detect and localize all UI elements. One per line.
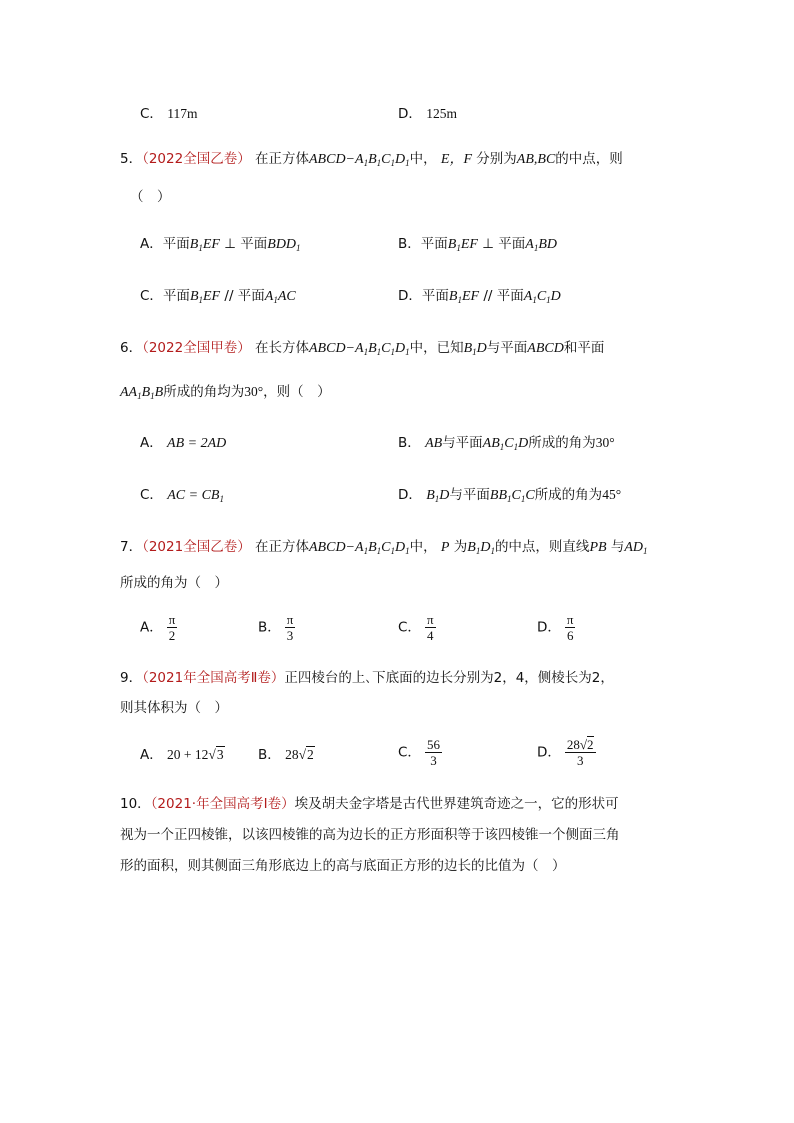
option-label: D． <box>398 106 422 122</box>
question-10-stem-line3: 形的面积，则其侧面三角形底边上的高与底面正方形的边长的比值为（ ） <box>120 858 566 874</box>
q6-option-c: C． AC = $CB_1$ <box>140 487 224 504</box>
option-label: A． <box>140 619 163 636</box>
question-source: （2021·年全国高考Ⅰ卷） <box>150 796 295 812</box>
points-ef: E，F <box>440 152 472 167</box>
question-9-stem-line2: 则其体积为（ ） <box>120 700 228 716</box>
stem-text: 中，已知 <box>409 340 464 356</box>
q4-option-c <box>140 102 197 122</box>
option-text: 125m <box>426 106 457 121</box>
option-label: C． <box>140 288 163 304</box>
option-label: A． <box>140 747 163 763</box>
option-text: 平面 <box>162 288 190 304</box>
fraction: $\frac{\pi}{6}$ <box>566 612 574 643</box>
option-label: B． <box>398 236 421 252</box>
question-number: 10． <box>120 796 151 812</box>
solid-name: $ABCD-A_1B_1C_1D_1$ <box>309 341 410 357</box>
stem-text: 为 <box>453 539 468 555</box>
option-label: A． <box>140 236 163 252</box>
stem-text: 在正方体 <box>255 539 309 555</box>
question-source: （2021全国乙卷） <box>142 539 251 555</box>
option-label: C． <box>398 619 421 636</box>
stem-text: 中， <box>409 151 437 167</box>
stem-text: 的中点，则直线 <box>494 539 590 555</box>
option-label: B． <box>258 619 281 636</box>
point-p: P <box>440 540 450 555</box>
question-number: 7． <box>120 539 143 555</box>
q6-option-b: B． AB与平面$AB_1C_1D$所成的角为30° <box>398 435 615 452</box>
stem-text: 在正方体 <box>255 151 309 167</box>
fraction: $\frac{\pi}{3}$ <box>286 612 294 643</box>
option-text: 平面 <box>420 236 448 252</box>
fraction: $\frac{\pi}{4}$ <box>426 612 434 643</box>
q9-option-d <box>537 737 596 768</box>
stem-text: 与平面 <box>486 340 528 356</box>
q5-option-c: C．平面$B_1EF$ // 平面$A_1AC$ <box>140 288 296 305</box>
question-number: 6． <box>120 340 143 356</box>
solid-name: $ABCD-A_1B_1C_1D_1$ <box>309 152 410 168</box>
line-pb: PB <box>589 540 607 555</box>
question-6-stem: 6．（2022全国甲卷） 在长方体$ABCD-A_1B_1C_1D_1$中，已知$B_1D$与平面ABCD和平面 <box>120 340 605 357</box>
option-label: B． <box>258 747 281 763</box>
q7-option-d <box>537 612 575 643</box>
q5-option-b: B．平面$B_1EF$ ⊥ 平面$A_1BD$ <box>398 236 558 253</box>
q5-option-d: D．平面$B_1EF$ // 平面$A_1C_1D$ <box>398 288 561 305</box>
option-text: 117m <box>167 106 198 121</box>
stem-text: 埃及胡夫金字塔是古代世界建筑奇迹之一，它的形状可 <box>294 796 619 812</box>
fraction: $\frac{56}{3}$ <box>426 737 440 768</box>
option-label: A． <box>140 435 163 451</box>
angle-value: 30° <box>244 384 264 399</box>
stem-text: 所成的角均为 <box>163 384 245 400</box>
fraction: $\frac{\pi}{2}$ <box>168 612 176 643</box>
q7-option-b <box>258 612 295 643</box>
question-10-stem <box>120 792 619 812</box>
question-7-stem-line2: 所成的角为（ ） <box>120 575 228 591</box>
question-source: （2021年全国高考Ⅱ卷） <box>142 670 285 686</box>
stem-text: 中， <box>409 539 437 555</box>
stem-text: 和平面 <box>563 340 605 356</box>
option-text: 平面 <box>162 236 190 252</box>
option-label: C． <box>140 487 163 503</box>
question-number: 5． <box>120 151 143 167</box>
radical-expression: 20 + 12√3 <box>167 747 224 762</box>
stem-text: 与 <box>610 539 625 555</box>
option-text: 平面 <box>421 288 449 304</box>
segments: AB,BC <box>516 152 556 167</box>
q9-option-b <box>258 743 315 763</box>
stem-text: 在长方体 <box>255 340 309 356</box>
q9-option-a <box>140 743 225 763</box>
option-label: C． <box>398 744 421 761</box>
q4-option-d <box>398 102 457 122</box>
option-label: D． <box>537 619 561 636</box>
stem-text: 分别为 <box>476 151 517 167</box>
question-5-stem <box>120 147 623 168</box>
option-label: D． <box>537 744 561 761</box>
question-number: 9． <box>120 670 143 686</box>
option-text: AB = 2AD <box>167 436 227 451</box>
stem-text: 正四棱台的上､下底面的边长分别为2，4，侧棱长为2， <box>284 670 614 686</box>
question-6-stem-line2: $AA_1B_1B$所成的角均为30°，则（ ） <box>120 384 331 401</box>
plane-name: ABCD <box>527 341 564 356</box>
question-9-stem <box>120 666 614 686</box>
q7-option-c <box>398 612 436 643</box>
stem-text: 的中点，则 <box>555 151 623 167</box>
option-label: D． <box>398 487 422 503</box>
stem-text: ，则（ ） <box>263 384 331 400</box>
fraction: $\frac{28√2}{3}$ <box>566 737 594 768</box>
question-10-stem-line2: 视为一个正四棱锥，以该四棱锥的高为边长的正方形面积等于该四棱锥一个侧面三角 <box>120 827 620 843</box>
option-label: D． <box>398 288 422 304</box>
question-7-stem: 7．（2021全国乙卷） 在正方体$ABCD-A_1B_1C_1D_1$中， P 为$B_1D_1$的中点，则直线PB 与$AD_1$ <box>120 539 648 556</box>
solid-name: $ABCD-A_1B_1C_1D_1$ <box>309 540 410 556</box>
question-5-paren: （ ） <box>130 189 171 205</box>
option-label: B． <box>398 435 421 451</box>
q7-option-a <box>140 612 177 643</box>
question-source: （2022全国甲卷） <box>142 340 251 356</box>
q6-option-a <box>140 431 226 452</box>
question-source: （2022全国乙卷） <box>142 151 251 167</box>
radical-expression: 28√2 <box>285 747 314 762</box>
option-label: C． <box>140 106 163 122</box>
q5-option-a: A．平面$B_1EF$ ⊥ 平面$BDD_1$ <box>140 236 301 253</box>
q6-option-d: D． $B_1D$与平面$BB_1C_1C$所成的角为45° <box>398 487 622 504</box>
q9-option-c <box>398 737 442 768</box>
